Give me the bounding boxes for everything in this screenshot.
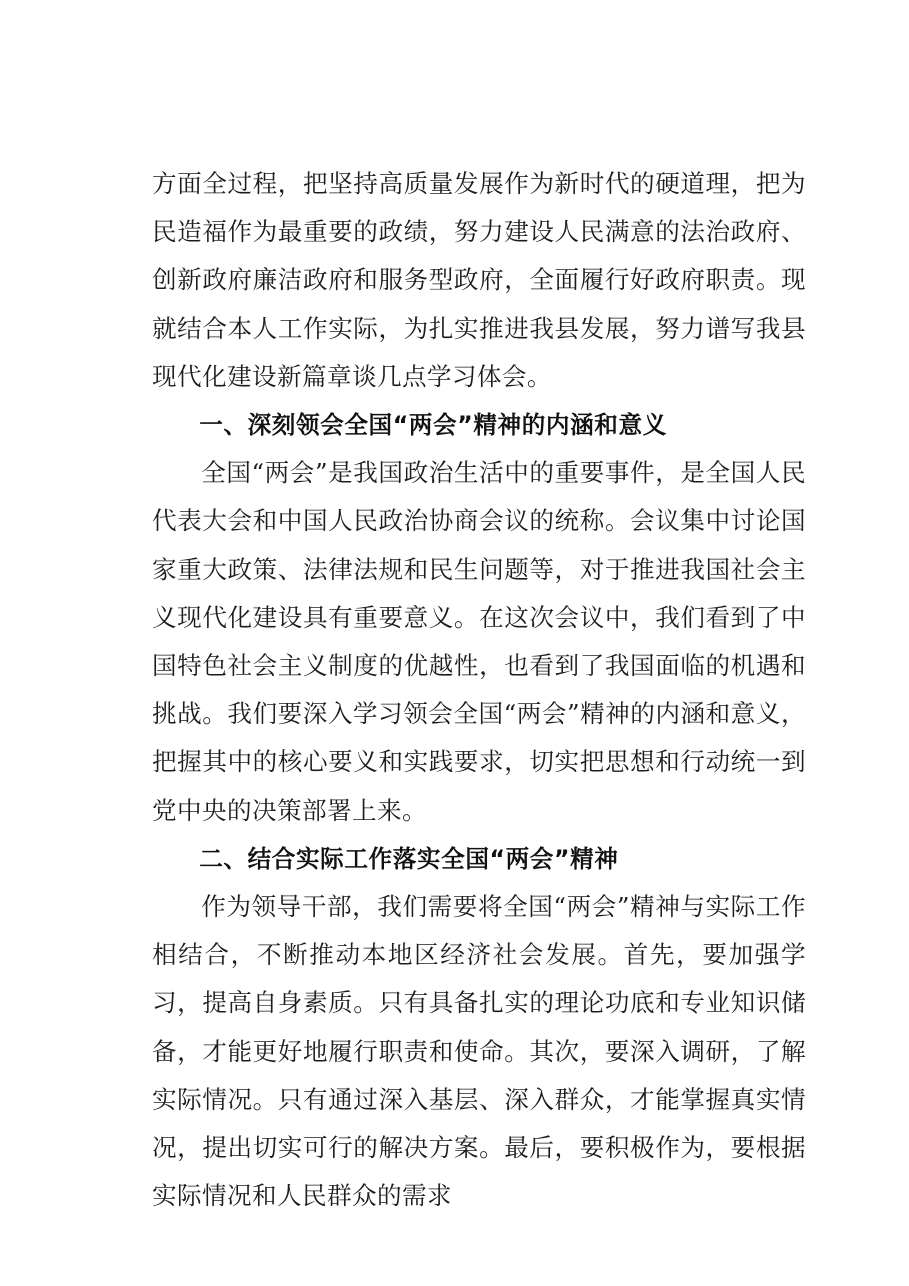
section-1-paragraph: 全国“两会”是我国政治生活中的重要事件，是全国人民代表大会和中国人民政治协商会议的统称。会议集中讨论国家重大政策、法律法规和民生问题等，对于推进我国社会主义现代化建设具有重要意义。在这次会议中，我们看到了中国特色社会主义制度的优越性，也看到了我国面临的机遇和挑战。我们要深入学习领会全国“两会”精神的内涵和意义，把握其中的核心要义和实践要求，切实把思想和行动统一到党中央的决策部署上来。 [152, 458, 806, 825]
section-2-heading: 二、结合实际工作落实全国“两会”精神 [199, 844, 619, 873]
intro-paragraph: 方面全过程，把坚持高质量发展作为新时代的硬道理，把为民造福作为最重要的政绩，努力建设人民满意的法治政府、创新政府廉洁政府和服务型政府，全面履行好政府职责。现就结合本人工作实际，为扎实推进我县发展，努力谱写我县现代化建设新篇章谈几点学习体会。 [152, 169, 806, 391]
section-1-heading: 一、深刻领会全国“两会”精神的内涵和意义 [199, 411, 667, 440]
section-2-paragraph: 作为领导干部，我们需要将全国“两会”精神与实际工作相结合，不断推动本地区经济社会发展。首先，要加强学习，提高自身素质。只有具备扎实的理论功底和专业知识储备，才能更好地履行职责和使命。其次，要深入调研，了解实际情况。只有通过深入基层、深入群众，才能掌握真实情况，提出切实可行的解决方案。最后，要积极作为，要根据实际情况和人民群众的需求 [152, 892, 806, 1211]
document-body [152, 160, 806, 1220]
